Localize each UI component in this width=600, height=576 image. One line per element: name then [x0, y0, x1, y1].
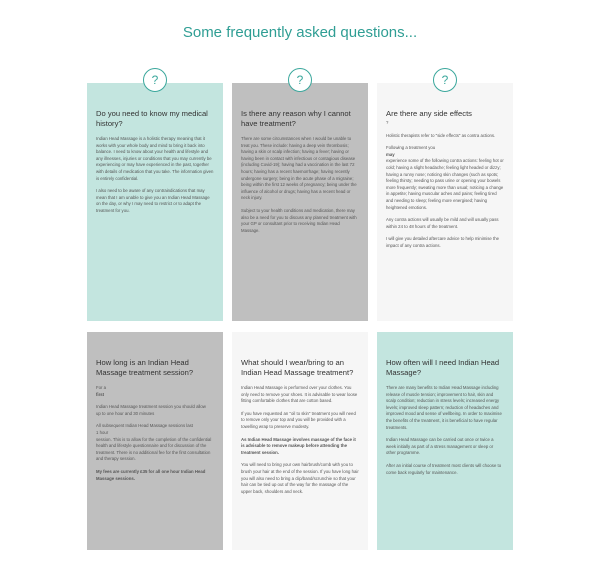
question-mark-icon: ? — [143, 68, 167, 92]
faq-card-text: session. This is to allow for the completion of the confidential health and lifestyle questionnaire and for discussion of the treatment. There is no additional fee for the first consultation and therapy session. — [96, 436, 212, 462]
faq-card-text: experience some of the following contra actions: feeling hot or cold; having a slight headache; feeling light headed or dizzy; having a runny nose; noticing skin changes (such as spots; feeling thirsty; needing to pass urine or opening your bowels more frequently; sweating more than usual; noticing a change in appetite; having muscular aches and pains; feeling tired and needing to sleep; feeling more energised; having heightened emotions. — [386, 158, 504, 210]
faq-card-reasons-no-treatment — [232, 83, 368, 321]
faq-card-text: You will need to bring your own hairbrush/comb with you to brush your hair at the end of the session. If you have long hair you will also need to bring a clip/band/scrunchie so that your hair can be tied up out of the way for the massage of the upper back, shoulders and neck. — [241, 462, 359, 494]
faq-card-text: Any contra actions will usually be mild and will usually pass within 24 to 48 hours of the treatment. — [386, 217, 499, 229]
faq-card-text: Following a treatment you — [386, 145, 436, 151]
faq-card-text-bold: As Indian Head Massage involves massage of the face it is advisable to remove makeup before attending the treatment session. — [241, 436, 356, 455]
faq-card-text: Indian Head Massage is performed over your clothes. You only need to remove your shoes. It is advisable to wear loose fitting comfortable clothes that are cotton based. — [241, 385, 358, 404]
faq-card-text: After an initial course of treatment most clients will choose to come back regularly for maintenance. — [386, 462, 502, 475]
faq-card-title: Are there any side effects — [386, 109, 472, 118]
faq-card-fees: My fees are currently £35 for all one hour Indian Head Massage sessions. — [96, 468, 206, 481]
faq-card-text: I also need to be aware of any contraindications that may mean that I am unable to give you an Indian Head Massage on the day, or why I may need to restrict or to adapt the treatment for you. — [96, 188, 210, 213]
faq-card-title: What should I wear/bring to an Indian Head Massage treatment? — [241, 358, 354, 377]
faq-card-medical-history — [87, 83, 223, 321]
faq-card-text: I will give you detailed aftercare advice to help minimise the impact of any contra actions. — [386, 236, 499, 248]
faq-card-text: Subject to your health conditions and medication, there may also be a need for you to discuss any planned treatment with your GP or consultant prior to receiving Indian Head Massage. — [241, 207, 357, 233]
faq-card-title: Do you need to know my medical history? — [96, 109, 208, 128]
faq-card-how-often — [377, 332, 513, 550]
faq-card-text: For a — [96, 385, 107, 390]
faq-card-text: Indian Head Massage is a holistic therapy meaning that it works with your whole body and mind to bring it back into balance. I need to know about your health and lifestyle and any illnesses, injuries or conditions that you may currently be experiencing or may have experienced in the past, together with details of medication that you take. The information given is entirely confidential. — [96, 136, 214, 181]
faq-card-text-highlight: 1 hour — [96, 429, 109, 435]
faq-card-text: Holistic therapists refer to "side effects" as contra actions. — [386, 132, 496, 138]
question-mark-icon: ? — [288, 68, 312, 92]
faq-card-text-highlight: first — [96, 391, 105, 397]
faq-card-text: Indian Head Massage can be carried out once or twice a week initially as part of a stress management or sleep or other programme. — [386, 437, 494, 456]
faq-card-text-bold: may — [386, 151, 395, 157]
faq-card-title: Is there any reason why I cannot have treatment? — [241, 109, 351, 128]
faq-card-title: How often will I need Indian Head Massage? — [386, 358, 500, 377]
faq-card-text: Indian Head Massage treatment session you should allow — [96, 404, 206, 410]
faq-card-text: There are many benefits to Indian Head Massage including release of muscle tension; improvement to hair, skin and scalp condition; reduction in stress levels; increased energy levels; improved sleep pattern; reduction of headaches and improved mood and sense of wellbeing. In order to maximise the benefits of the treatment, it is beneficial to have regular treatments. — [386, 385, 502, 430]
faq-card-title: How long is an Indian Head Massage treatment session? — [96, 358, 194, 377]
faq-card-text: If you have requested an "oil to skin" treatment you will need to remove only your top and you will be provided with a towelling wrap to preserve modesty. — [241, 410, 356, 429]
faq-card-title-mark: ? — [386, 120, 389, 125]
faq-card-what-to-wear — [232, 332, 368, 550]
question-mark-icon: ? — [433, 68, 457, 92]
faq-card-side-effects — [377, 83, 513, 321]
faq-heading: Some frequently asked questions... — [182, 24, 418, 41]
faq-card-text: All subsequent Indian Head Massage sessions last — [96, 423, 193, 429]
faq-card-text-highlight: up to one hour and 30 minutes — [96, 410, 155, 416]
faq-card-session-length — [87, 332, 223, 550]
faq-card-text: There are some circumstances when I would be unable to treat you. These include: having a deep vein thrombosis; having a skin or scalp infection; having a fever; having or having been in contact with infectious or contagious disease (including Covid-19); having had a vaccination in the last 72 hours; having has a recent haemorrhage; having recently undergone surgery; being in the acute phase of a migraine; being within the first 12 weeks of pregnancy; being under the influence of alcohol or drugs; having has a recent head or neck injury. — [241, 136, 357, 201]
